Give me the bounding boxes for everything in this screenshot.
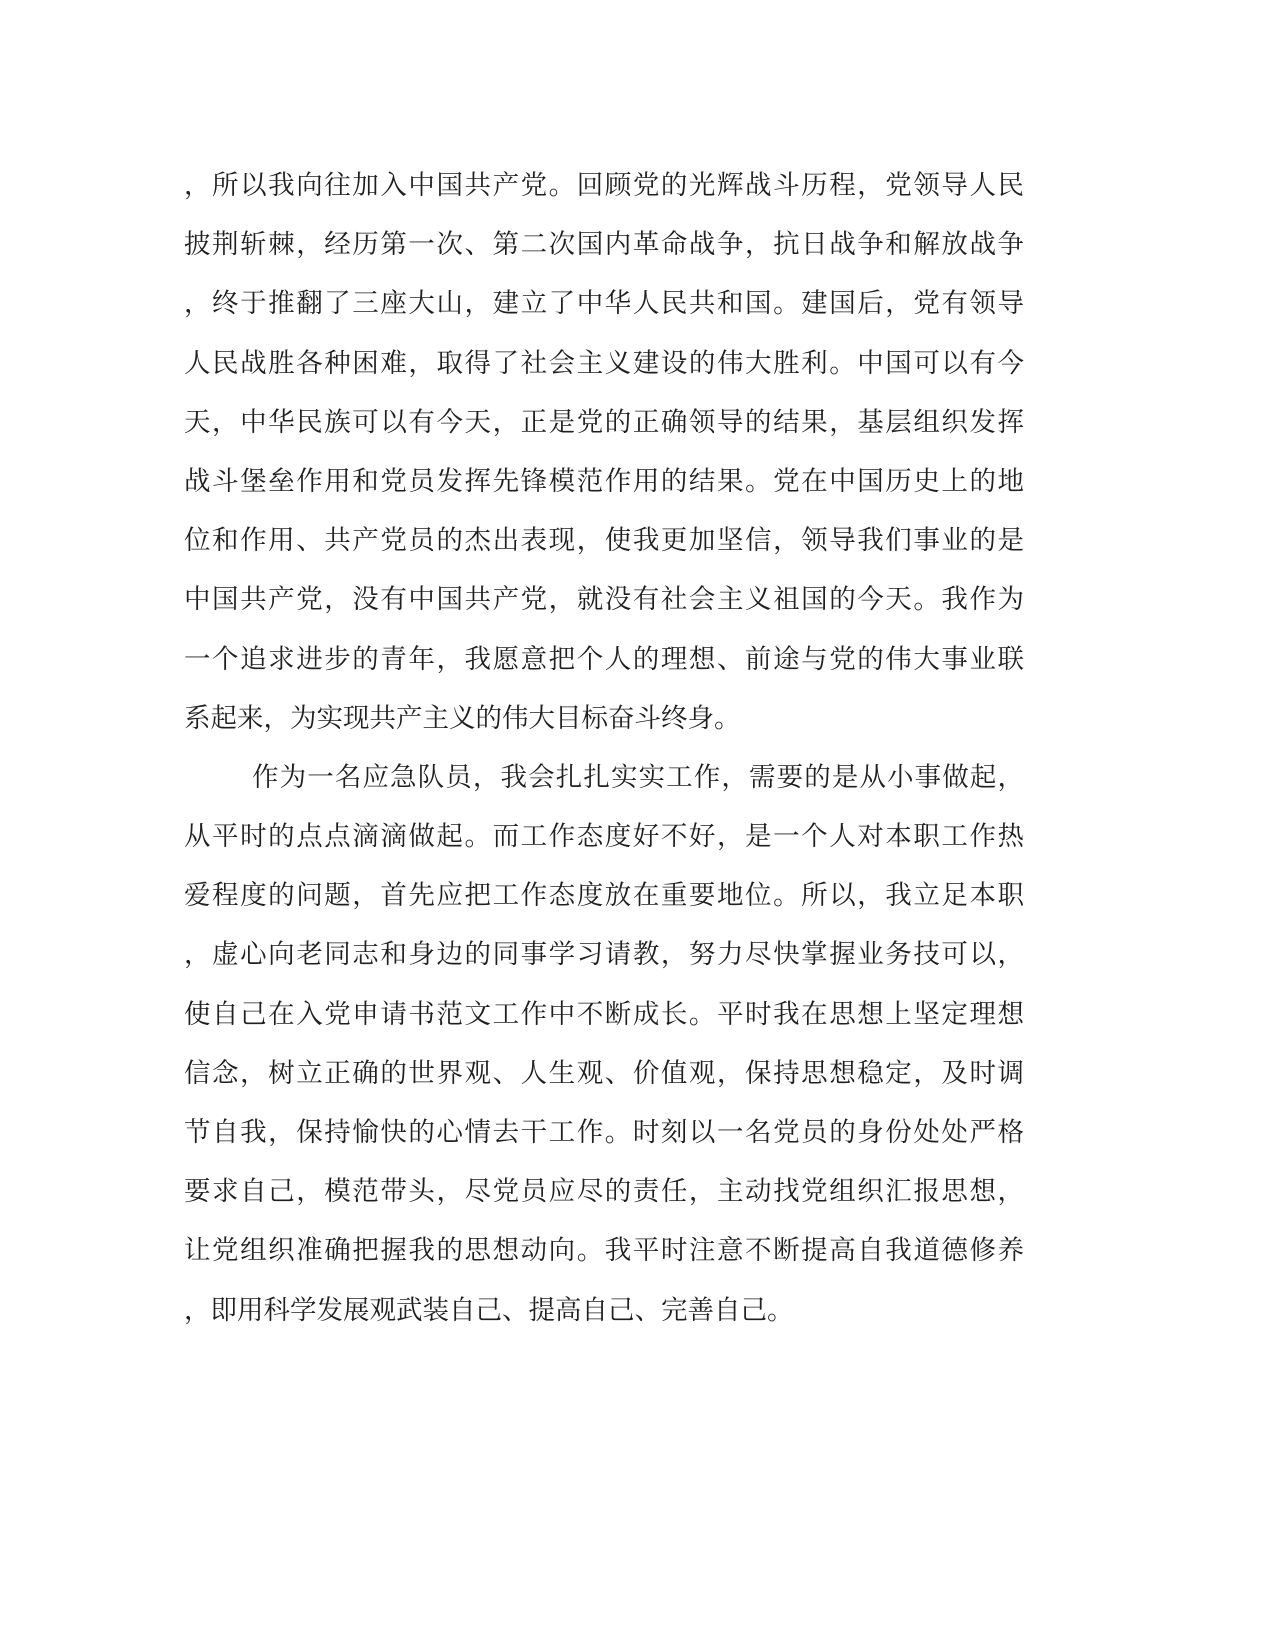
text-line: ，即用科学发展观武装自己、提高自己、完善自己。 bbox=[184, 1294, 794, 1326]
text-line: 人民战胜各种困难，取得了社会主义建设的伟大胜利。中国可以有今 bbox=[184, 347, 1024, 379]
text-line: ，所以我向往加入中国共产党。回顾党的光辉战斗历程，党领导人民 bbox=[184, 170, 1024, 201]
paragraph-2 bbox=[184, 748, 1024, 1340]
text-line: 中国共产党，没有中国共产党，就没有社会主义祖国的今天。我作为 bbox=[184, 584, 1024, 616]
text-line: 系起来，为实现共产主义的伟大目标奋斗终身。 bbox=[184, 702, 741, 734]
text-line: 让党组织准确把握我的思想动向。我平时注意不断提高自我道德修养 bbox=[184, 1235, 1024, 1267]
text-line: 位和作用、共产党员的杰出表现，使我更加坚信，领导我们事业的是 bbox=[184, 525, 1024, 557]
text-line: 使自己在入党申请书范文工作中不断成长。平时我在思想上坚定理想 bbox=[184, 998, 1024, 1030]
text-line: ，虚心向老同志和身边的同事学习请教，努力尽快掌握业务技可以， bbox=[184, 939, 1024, 971]
text-line: ，终于推翻了三座大山，建立了中华人民共和国。建国后，党有领导 bbox=[184, 288, 1024, 320]
document-body bbox=[184, 156, 1024, 1340]
text-line: 披荆斩棘，经历第一次、第二次国内革命战争，抗日战争和解放战争 bbox=[184, 229, 1024, 261]
text-line: 天，中华民族可以有今天，正是党的正确领导的结果，基层组织发挥 bbox=[184, 406, 1024, 438]
text-line: 一个追求进步的青年，我愿意把个人的理想、前途与党的伟大事业联 bbox=[184, 643, 1024, 675]
text-line: 节自我，保持愉快的心情去干工作。时刻以一名党员的身份处处严格 bbox=[184, 1117, 1024, 1148]
text-line: 作为一名应急队员，我会扎扎实实工作，需要的是从小事做起， bbox=[252, 761, 1024, 793]
text-line: 信念，树立正确的世界观、人生观、价值观，保持思想稳定，及时调 bbox=[184, 1057, 1024, 1089]
text-line: 战斗堡垒作用和党员发挥先锋模范作用的结果。党在中国历史上的地 bbox=[184, 465, 1024, 497]
text-line: 爱程度的问题，首先应把工作态度放在重要地位。所以，我立足本职 bbox=[184, 880, 1024, 912]
text-line: 从平时的点点滴滴做起。而工作态度好不好，是一个人对本职工作热 bbox=[184, 821, 1024, 853]
text-line: 要求自己，模范带头，尽党员应尽的责任，主动找党组织汇报思想， bbox=[184, 1176, 1024, 1208]
paragraph-1 bbox=[184, 156, 1024, 748]
